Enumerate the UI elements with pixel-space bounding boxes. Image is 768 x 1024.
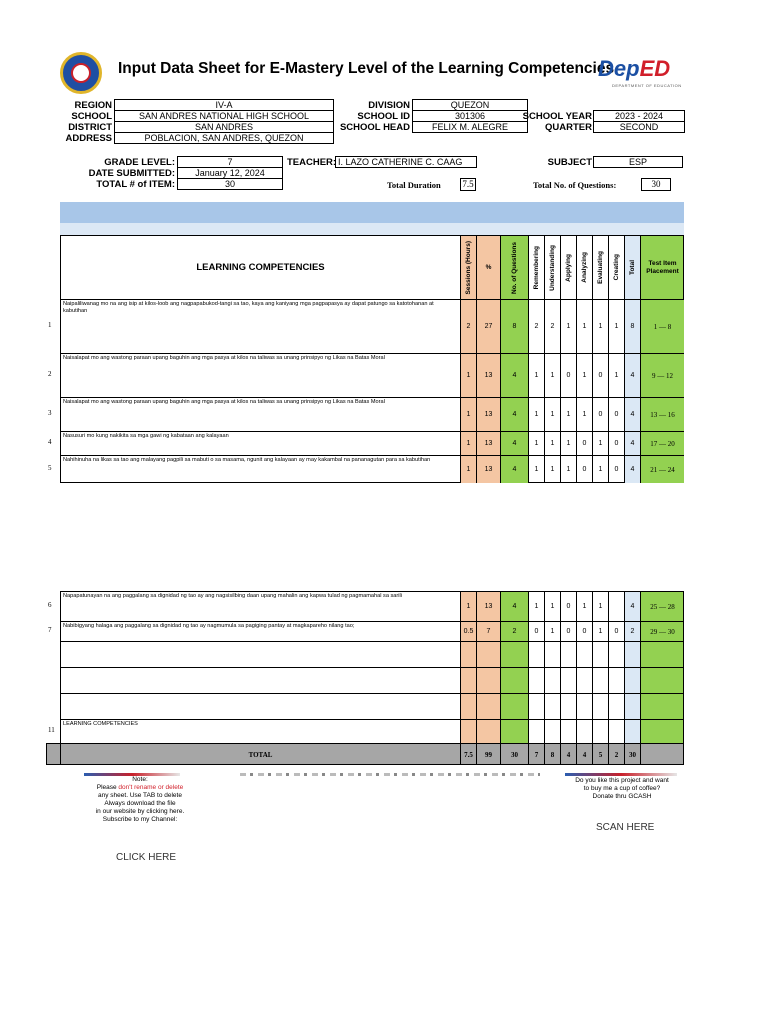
cell-an[interactable]: 0 [576,431,592,455]
competency-text[interactable] [60,693,460,719]
grade-level-field[interactable]: 7 [177,156,283,168]
total-q[interactable]: 30 [500,743,528,765]
cell-ap[interactable]: 1 [560,299,576,353]
total-questions-label: Total No. of Questions: [533,180,617,190]
column-header-label: Evaluating [597,251,604,284]
column-header-label: Creating [613,254,620,281]
cell-an[interactable]: 0 [576,455,592,483]
row-number: 4 [48,438,52,446]
cell-r[interactable]: 2 [528,299,544,353]
cell-pl[interactable]: 17 — 20 [640,431,684,455]
cell-e[interactable] [592,641,608,667]
cell-u[interactable]: 1 [544,397,560,431]
address-field[interactable]: POBLACION, SAN ANDRES, QUEZON [114,132,334,144]
subject-field[interactable]: ESP [593,156,683,168]
cell-pl[interactable] [640,667,684,693]
cell-s[interactable] [460,667,476,693]
cell-p[interactable] [476,667,500,693]
deped-seal-logo [60,52,102,94]
cell-p[interactable] [476,641,500,667]
competency-text[interactable]: Naipaliliwanag mo na ang isip at kilos-loob ang nagpapabukod-tangi sa tao, kaya ang kaniyang mga pagpapasya ay dapat patungo sa katotohanan at kabutihan [60,299,460,353]
section-band [60,202,684,223]
competency-text[interactable]: Nahihinuha na likas sa tao ang malayang pagpili sa mabuti o sa masama, ngunit ang kalayaan ay may kakambal na pananagutan para sa kabutihan [60,455,460,483]
cell-q[interactable] [500,667,528,693]
column-header-8[interactable] [592,235,608,299]
column-header-label: Understanding [549,244,556,291]
cell-s[interactable]: 0.5 [460,621,476,641]
cell-p[interactable]: 13 [476,455,500,483]
cell-q[interactable]: 8 [500,299,528,353]
cell-s[interactable]: 1 [460,455,476,483]
cell-q[interactable]: 4 [500,431,528,455]
cell-c[interactable] [608,641,624,667]
cell-p[interactable] [476,693,500,719]
cell-t[interactable]: 4 [624,353,640,397]
cell-p[interactable]: 13 [476,397,500,431]
total-label[interactable]: TOTAL [60,743,460,765]
school-id-label: SCHOOL ID [357,111,410,122]
cell-ap[interactable]: 1 [560,455,576,483]
cell-t[interactable] [624,641,640,667]
total-ap[interactable]: 4 [560,743,576,765]
total-duration-label: Total Duration [387,180,441,190]
column-header-1[interactable] [460,235,476,299]
cell-s[interactable]: 1 [460,397,476,431]
cell-u[interactable] [544,667,560,693]
division-label: DIVISION [368,100,410,111]
cell-e[interactable]: 0 [592,397,608,431]
cell-u[interactable]: 2 [544,299,560,353]
school-head-label: SCHOOL HEAD [339,122,410,133]
competency-text[interactable] [60,641,460,667]
cell-r[interactable]: 1 [528,353,544,397]
cell-c[interactable] [608,719,624,743]
cell-q[interactable]: 4 [500,591,528,621]
cell-u[interactable]: 1 [544,353,560,397]
cell-p[interactable]: 27 [476,299,500,353]
quarter-field[interactable]: SECOND [593,121,685,133]
column-header-label: Applying [565,253,572,282]
cell-q[interactable]: 4 [500,455,528,483]
cell-an[interactable] [576,693,592,719]
row-number: 3 [48,409,52,417]
total-c[interactable]: 2 [608,743,624,765]
column-header-2[interactable] [476,235,500,299]
cell-pl[interactable] [640,641,684,667]
row-number: 2 [48,370,52,378]
cell-u[interactable]: 1 [544,591,560,621]
cell-u[interactable]: 1 [544,455,560,483]
competencies-header[interactable]: LEARNING COMPETENCIES [60,235,460,299]
note-line-3: Always download the file [104,800,176,807]
cell-c[interactable] [608,591,624,621]
cell-r[interactable] [528,693,544,719]
cell-t[interactable]: 4 [624,455,640,483]
column-header-label: % [485,264,492,271]
competency-text[interactable]: Nasusuri mo kung nakikita sa mga gawi ng kabataan ang kalayaan [60,431,460,455]
total-u[interactable]: 8 [544,743,560,765]
cell-s[interactable] [460,641,476,667]
competency-text[interactable]: Napapatunayan na ang paggalang sa dignidad ng tao ay ang nagsisilbing daan upang mahalin ang kapwa tulad ng pagmamahal sa sarili [60,591,460,621]
cell-s[interactable] [460,693,476,719]
cell-u[interactable] [544,641,560,667]
cell-an[interactable]: 1 [576,353,592,397]
cell-an[interactable] [576,641,592,667]
division-field[interactable]: QUEZON [412,99,528,111]
total-an[interactable]: 4 [576,743,592,765]
cell-pl[interactable]: 1 — 8 [640,299,684,353]
cell-pl[interactable]: 13 — 16 [640,397,684,431]
cell-p[interactable]: 13 [476,431,500,455]
total-questions-field[interactable]: 30 [641,178,671,191]
donate-stripe [565,773,677,776]
cell-c[interactable]: 1 [608,299,624,353]
school-year-label: SCHOOL YEAR [522,111,592,122]
cell-q[interactable] [500,693,528,719]
cell-an[interactable]: 0 [576,621,592,641]
cell-e[interactable]: 0 [592,353,608,397]
cell-r[interactable]: 0 [528,621,544,641]
grade-level-label: GRADE LEVEL: [104,157,175,168]
total-placement[interactable] [640,743,684,765]
cell-c[interactable]: 0 [608,621,624,641]
column-header-label: Total [629,259,636,276]
total-e[interactable]: 5 [592,743,608,765]
note-warning: don't rename or delete [118,784,184,791]
row-number: 5 [48,464,52,472]
cell-t[interactable] [624,693,640,719]
teacher-label: TEACHER: [287,157,337,168]
competency-text[interactable]: Naisalapat mo ang wastong paraan upang baguhin ang mga pasya at kilos na taliwas sa unang prinsipyo ng Likas na Batas Moral [60,353,460,397]
competency-text[interactable]: LEARNING COMPETENCIES [60,719,460,743]
cell-e[interactable] [592,667,608,693]
teacher-field[interactable]: I. LAZO CATHERINE C. CAAG [335,156,477,168]
cell-p[interactable]: 13 [476,353,500,397]
total-r[interactable]: 7 [528,743,544,765]
district-label: DISTRICT [68,122,112,133]
row-number: 6 [48,601,52,609]
deped-logo-subtext: DEPARTMENT OF EDUCATION [612,83,682,88]
donate-gcash: Donate thru GCASH [592,793,652,800]
note-line-2: any sheet. Use TAB to delete [98,792,182,799]
cell-e[interactable] [592,719,608,743]
cell-t[interactable]: 4 [624,591,640,621]
cell-q[interactable] [500,719,528,743]
cell-r[interactable]: 1 [528,591,544,621]
cell-u[interactable]: 1 [544,431,560,455]
total-s[interactable]: 7.5 [460,743,476,765]
note-line-5: Subscribe to my Channel: [102,816,178,823]
school-field[interactable]: SAN ANDRES NATIONAL HIGH SCHOOL [114,110,334,122]
region-label: REGION [74,100,112,111]
competency-text[interactable]: Nabibigyang halaga ang paggalang sa dignidad ng tao ay nagmumula sa pagiging pantay at magkapareho nilang tao; [60,621,460,641]
total-duration-field[interactable]: 7.5 [460,178,476,191]
date-submitted-field[interactable]: January 12, 2024 [177,167,283,179]
total-p[interactable]: 99 [476,743,500,765]
cell-r[interactable]: 1 [528,431,544,455]
school-label: SCHOOL [71,111,112,122]
cell-s[interactable]: 1 [460,353,476,397]
cell-t[interactable]: 4 [624,431,640,455]
note-line-4: in our website by clicking here. [95,808,185,815]
placement-header[interactable]: Test Item Placement [640,235,684,299]
cell-r[interactable]: 1 [528,455,544,483]
quarter-label: QUARTER [545,122,592,133]
cell-ap[interactable]: 0 [560,591,576,621]
total-items-label: TOTAL # of ITEM: [96,179,175,190]
cell-r[interactable]: 1 [528,397,544,431]
cell-t[interactable]: 2 [624,621,640,641]
cell-e[interactable] [592,693,608,719]
cell-e[interactable]: 1 [592,621,608,641]
cell-t[interactable] [624,667,640,693]
column-header-4[interactable] [528,235,544,299]
cell-an[interactable]: 1 [576,397,592,431]
cell-pl[interactable] [640,693,684,719]
school-id-field[interactable]: 301306 [412,110,528,122]
cell-e[interactable]: 1 [592,455,608,483]
cell-u[interactable] [544,719,560,743]
subject-label: SUBJECT [547,157,592,168]
cell-p[interactable]: 7 [476,621,500,641]
cell-e[interactable]: 1 [592,299,608,353]
cell-ap[interactable] [560,641,576,667]
column-header-5[interactable] [544,235,560,299]
column-header-label: Remembering [533,245,540,290]
row-number: 1 [48,321,52,329]
donate-question: Do you like this project and want to buy me a cup of coffee? [575,777,669,792]
row-number: 7 [48,626,52,634]
column-header-7[interactable] [576,235,592,299]
cell-c[interactable]: 0 [608,455,624,483]
cell-s[interactable]: 1 [460,591,476,621]
scan-here-link[interactable]: SCAN HERE [596,822,655,833]
region-field[interactable]: IV-A [114,99,334,111]
column-header-label: No. of Questions [511,241,518,294]
cell-s[interactable]: 2 [460,299,476,353]
cell-ap[interactable] [560,667,576,693]
cell-c[interactable] [608,667,624,693]
address-label: ADDRESS [65,133,112,144]
cell-r[interactable] [528,719,544,743]
cell-e[interactable]: 1 [592,431,608,455]
cell-ap[interactable]: 1 [560,397,576,431]
cell-s[interactable]: 1 [460,431,476,455]
note-please: Please [96,784,117,791]
cell-pl[interactable]: 9 — 12 [640,353,684,397]
column-header-9[interactable] [608,235,624,299]
cell-c[interactable]: 0 [608,431,624,455]
school-year-field[interactable]: 2023 - 2024 [593,110,685,122]
column-header-label: Sessions (Hours) [465,240,472,295]
cell-c[interactable]: 1 [608,353,624,397]
cell-q[interactable] [500,641,528,667]
cell-r[interactable] [528,667,544,693]
cell-c[interactable] [608,693,624,719]
cell-t[interactable]: 4 [624,397,640,431]
row-number: 11 [48,726,55,734]
note-title: Note: [132,776,148,783]
page-title: Input Data Sheet for E-Mastery Level of the Learning Competencies [118,60,615,77]
cell-q[interactable]: 4 [500,397,528,431]
decorative-banner [240,773,540,776]
date-submitted-label: DATE SUBMITTED: [88,168,175,179]
competency-text[interactable]: Naisalapat mo ang wastong paraan upang baguhin ang mga pasya at kilos na taliwas sa unang prinsipyo ng Likas na Batas Moral [60,397,460,431]
cell-c[interactable]: 0 [608,397,624,431]
column-header-10[interactable] [624,235,640,299]
cell-ap[interactable] [560,719,576,743]
cell-t[interactable]: 8 [624,299,640,353]
competencies-table [60,235,684,765]
cell-pl[interactable]: 21 — 24 [640,455,684,483]
competency-text[interactable] [60,667,460,693]
total-items-field[interactable]: 30 [177,178,283,190]
cell-s[interactable] [460,719,476,743]
total-t[interactable]: 30 [624,743,640,765]
district-field[interactable]: SAN ANDRES [114,121,334,133]
column-header-label: Analyzing [581,252,588,283]
cell-ap[interactable]: 0 [560,621,576,641]
total-row-extension [46,743,60,765]
cell-q[interactable]: 4 [500,353,528,397]
cell-u[interactable]: 1 [544,621,560,641]
school-head-field[interactable]: FELIX M. ALEGRE [412,121,528,133]
section-band-light [60,223,684,235]
column-header-3[interactable] [500,235,528,299]
cell-pl[interactable]: 29 — 30 [640,621,684,641]
cell-pl[interactable] [640,719,684,743]
cell-pl[interactable]: 25 — 28 [640,591,684,621]
column-header-6[interactable] [560,235,576,299]
cell-t[interactable] [624,719,640,743]
cell-ap[interactable] [560,693,576,719]
cell-q[interactable]: 2 [500,621,528,641]
click-here-link[interactable]: CLICK HERE [116,852,177,863]
cell-an[interactable]: 1 [576,299,592,353]
cell-ap[interactable]: 0 [560,353,576,397]
cell-an[interactable]: 1 [576,591,592,621]
cell-u[interactable] [544,693,560,719]
cell-p[interactable]: 13 [476,591,500,621]
cell-an[interactable] [576,719,592,743]
cell-ap[interactable]: 1 [560,431,576,455]
deped-logo: DepED [598,56,671,81]
cell-an[interactable] [576,667,592,693]
cell-p[interactable] [476,719,500,743]
cell-r[interactable] [528,641,544,667]
cell-e[interactable]: 1 [592,591,608,621]
